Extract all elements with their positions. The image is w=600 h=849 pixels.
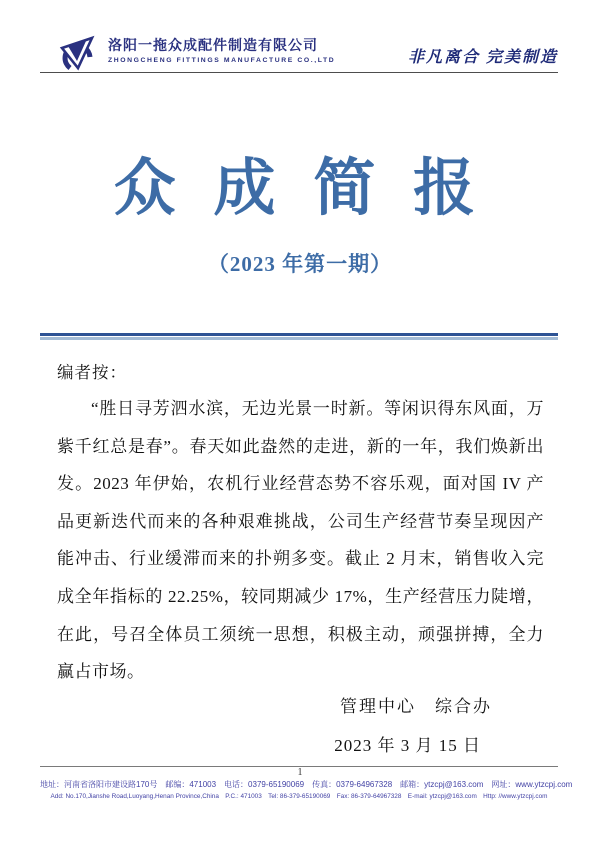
editor-note-paragraph: “胜日寻芳泗水滨，无边光景一时新。等闲识得东风面，万紫千红总是春”。春天如此盎然的走进，新的一年，我们焕新出发。2023 年伊始，农机行业经营态势不容乐观，面对国 IV 产品更新迭代而来的各种艰难挑战，公司生产经营节奏呈现因产能冲击、行业缓滞而来的扑朔多变。截止 2 月末，销售收入完成全年指标的 22.25%，较同期减少 17%，生产经营压力陡增，在此，号召全体员工须统一思想，积极主动，顽强拼搏，全力赢占市场。 — [57, 399, 544, 682]
letterhead — [40, 34, 558, 74]
company-name-block — [108, 36, 335, 66]
header-divider — [40, 72, 558, 73]
company-name-en: ZHONGCHENG FITTINGS MANUFACTURE CO.,LTD — [108, 57, 336, 64]
signature-date: 2023 年 3 月 15 日 — [334, 736, 481, 755]
editor-note-section — [57, 358, 544, 691]
company-slogan: 非凡离合 完美制造 — [407, 49, 558, 66]
footer-address-cn: 地址：河南省洛阳市建设路170号 邮编：471003 电话：0379-65190069 传真：0379-64967328 邮箱：ytzcpj@163.com 网址：www.ytzcpj.com — [40, 780, 573, 789]
editor-note-label: 编者按： — [57, 363, 127, 382]
masthead-divider-thin-line — [40, 337, 558, 340]
company-logo-icon — [56, 34, 102, 74]
company-name-cn: 洛阳一拖众成配件制造有限公司 — [108, 37, 318, 53]
masthead-divider — [40, 333, 558, 340]
masthead-divider-thick-line — [40, 333, 558, 336]
footer-address-en: Add: No.170,Jianshe Road,Luoyang,Henan Province,China P.C.: 471003 Tel: 86-379-65190069 Fax: 86-379-64967328 E-mail: ytzcpj@163.com Http: //www.ytzcpj.com — [50, 793, 548, 800]
bulletin-title: 众 成 简 报 — [113, 155, 487, 223]
page-number: 1 — [297, 767, 303, 778]
signature-department: 管理中心 综合办 — [340, 697, 492, 716]
bulletin-issue: （2023 年第一期） — [207, 252, 393, 276]
